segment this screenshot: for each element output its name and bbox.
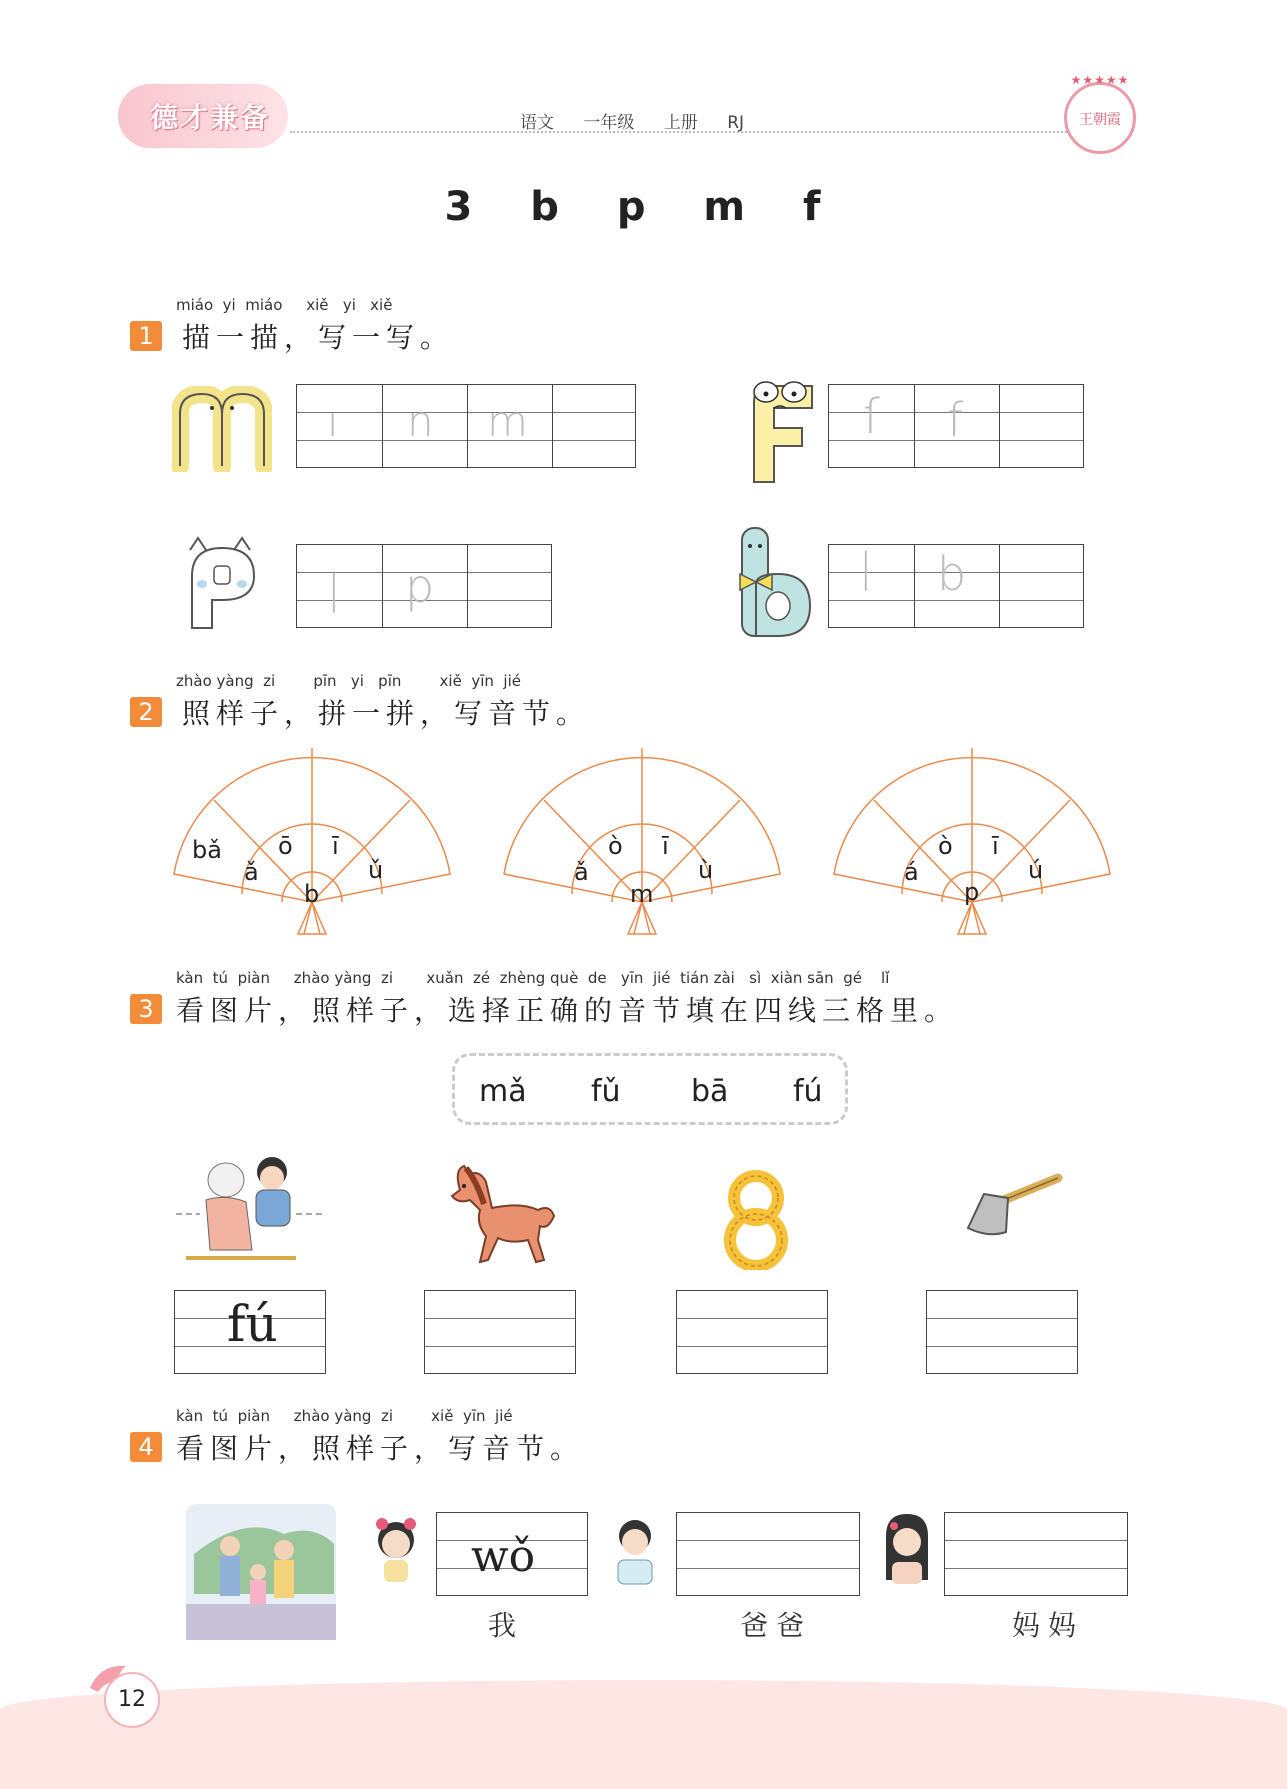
trace-stroke: ſ: [863, 389, 880, 445]
header-grade: 一年级: [583, 113, 635, 133]
q4-pinyin: kàn tú piàn zhào yàng zi xiě yīn jié: [176, 1407, 513, 1425]
q3-answer-grid[interactable]: [676, 1290, 828, 1374]
letter-p-illustration: [182, 536, 264, 632]
fan-final: ī: [662, 832, 669, 860]
trace-stroke: p: [405, 559, 435, 613]
star-icon: ★★★★★: [1070, 73, 1130, 87]
q2-fan-b[interactable]: [170, 744, 454, 940]
syllable-option[interactable]: fǔ: [591, 1074, 621, 1109]
header-info: [520, 108, 766, 133]
q3-pinyin: kàn tú piàn zhào yàng zi xuǎn zé zhèng què de yīn jié tián zài sì xiàn sān gé lǐ: [176, 969, 890, 987]
syllable-options-box: [452, 1053, 848, 1125]
q3-answer-grid[interactable]: [424, 1290, 576, 1374]
letter-f-illustration: [730, 372, 820, 488]
fan-final: ō: [278, 832, 293, 860]
seal-text: 王朝霞: [1079, 112, 1121, 128]
father-icon: [610, 1514, 660, 1586]
q4-caption: 我: [488, 1609, 525, 1642]
axe-picture: [964, 1172, 1064, 1256]
trace-stroke: f: [947, 393, 964, 447]
fan-final: ǎ: [574, 858, 589, 886]
q4-sample-answer: wǒ: [471, 1531, 536, 1582]
girl-icon: [374, 1514, 418, 1584]
fan-final: ī: [332, 832, 339, 860]
number-eight-picture: [716, 1170, 796, 1270]
page-footer: [0, 1680, 1287, 1789]
fan-final: á: [904, 858, 919, 886]
q4-answer-grid[interactable]: [676, 1512, 860, 1596]
q1-pinyin: miáo yi miáo xiě yi xiě: [176, 296, 393, 314]
q2-fan-m[interactable]: [500, 744, 784, 940]
q4-caption: 妈妈: [1012, 1609, 1085, 1642]
trace-stroke: |: [327, 567, 341, 613]
seal-logo: [1064, 73, 1136, 154]
q3-number: 3: [130, 994, 162, 1024]
q2-number: 2: [130, 697, 162, 727]
q1-number: 1: [130, 321, 162, 351]
syllable-option[interactable]: bā: [691, 1074, 729, 1109]
q4-instruction: 看图片，照样子，写音节。: [176, 1432, 585, 1465]
page-number: 12: [104, 1672, 160, 1728]
q2-pinyin: zhào yàng zi pīn yi pīn xiě yīn jié: [176, 672, 521, 690]
syllable-option[interactable]: mǎ: [479, 1074, 527, 1109]
q3-instruction: 看图片，照样子，选择正确的音节填在四线三格里。: [176, 994, 959, 1027]
fan-outer-syllable: bǎ: [192, 836, 222, 864]
lesson-title: 3 b p m f: [444, 184, 843, 230]
helping-grandma-picture: [176, 1150, 330, 1266]
fan-final: ù: [698, 856, 714, 884]
q3-sample-answer: fú: [227, 1295, 278, 1353]
q3-answer-grid[interactable]: [926, 1290, 1078, 1374]
q4-answer-grid[interactable]: [436, 1512, 588, 1596]
fan-final: ò: [608, 832, 623, 860]
trace-stroke: |: [859, 545, 873, 591]
fan-final: ò: [938, 832, 953, 860]
header-volume: 上册: [663, 113, 698, 133]
fan-initial: b: [304, 880, 320, 908]
fan-final: ǔ: [368, 856, 384, 884]
q4-caption: 爸爸: [740, 1609, 813, 1642]
syllable-option[interactable]: fú: [793, 1074, 823, 1109]
q2-instruction: 照样子，拼一拼，写音节。: [182, 697, 591, 730]
brand-logo: 德才兼备: [150, 101, 271, 134]
fan-initial: m: [630, 880, 654, 908]
fan-final: ú: [1028, 856, 1044, 884]
letter-b-illustration: [730, 524, 814, 640]
trace-stroke: ı: [327, 397, 339, 446]
q3-answer-grid[interactable]: [174, 1290, 326, 1374]
q1-m-writing-grid[interactable]: [296, 384, 636, 468]
fan-final: ī: [992, 832, 999, 860]
q1-b-writing-grid[interactable]: [828, 544, 1084, 628]
trace-stroke: b: [937, 547, 967, 601]
trace-stroke: n: [407, 397, 434, 446]
q1-f-writing-grid[interactable]: [828, 384, 1084, 468]
family-picture: [184, 1494, 340, 1644]
fan-initial: p: [964, 878, 980, 906]
q4-answer-grid[interactable]: [944, 1512, 1128, 1596]
header-edition: RJ: [727, 113, 745, 133]
q1-p-writing-grid[interactable]: [296, 544, 552, 628]
q2-fan-p[interactable]: [830, 744, 1114, 940]
fan-final: ǎ: [244, 858, 259, 886]
horse-picture: [440, 1160, 558, 1268]
header-subject: 语文: [520, 113, 554, 133]
trace-stroke: m: [487, 397, 528, 446]
q4-number: 4: [130, 1432, 162, 1462]
letter-m-illustration: [172, 386, 272, 472]
q1-instruction: 描一描，写一写。: [182, 321, 455, 354]
mother-icon: [880, 1510, 934, 1586]
